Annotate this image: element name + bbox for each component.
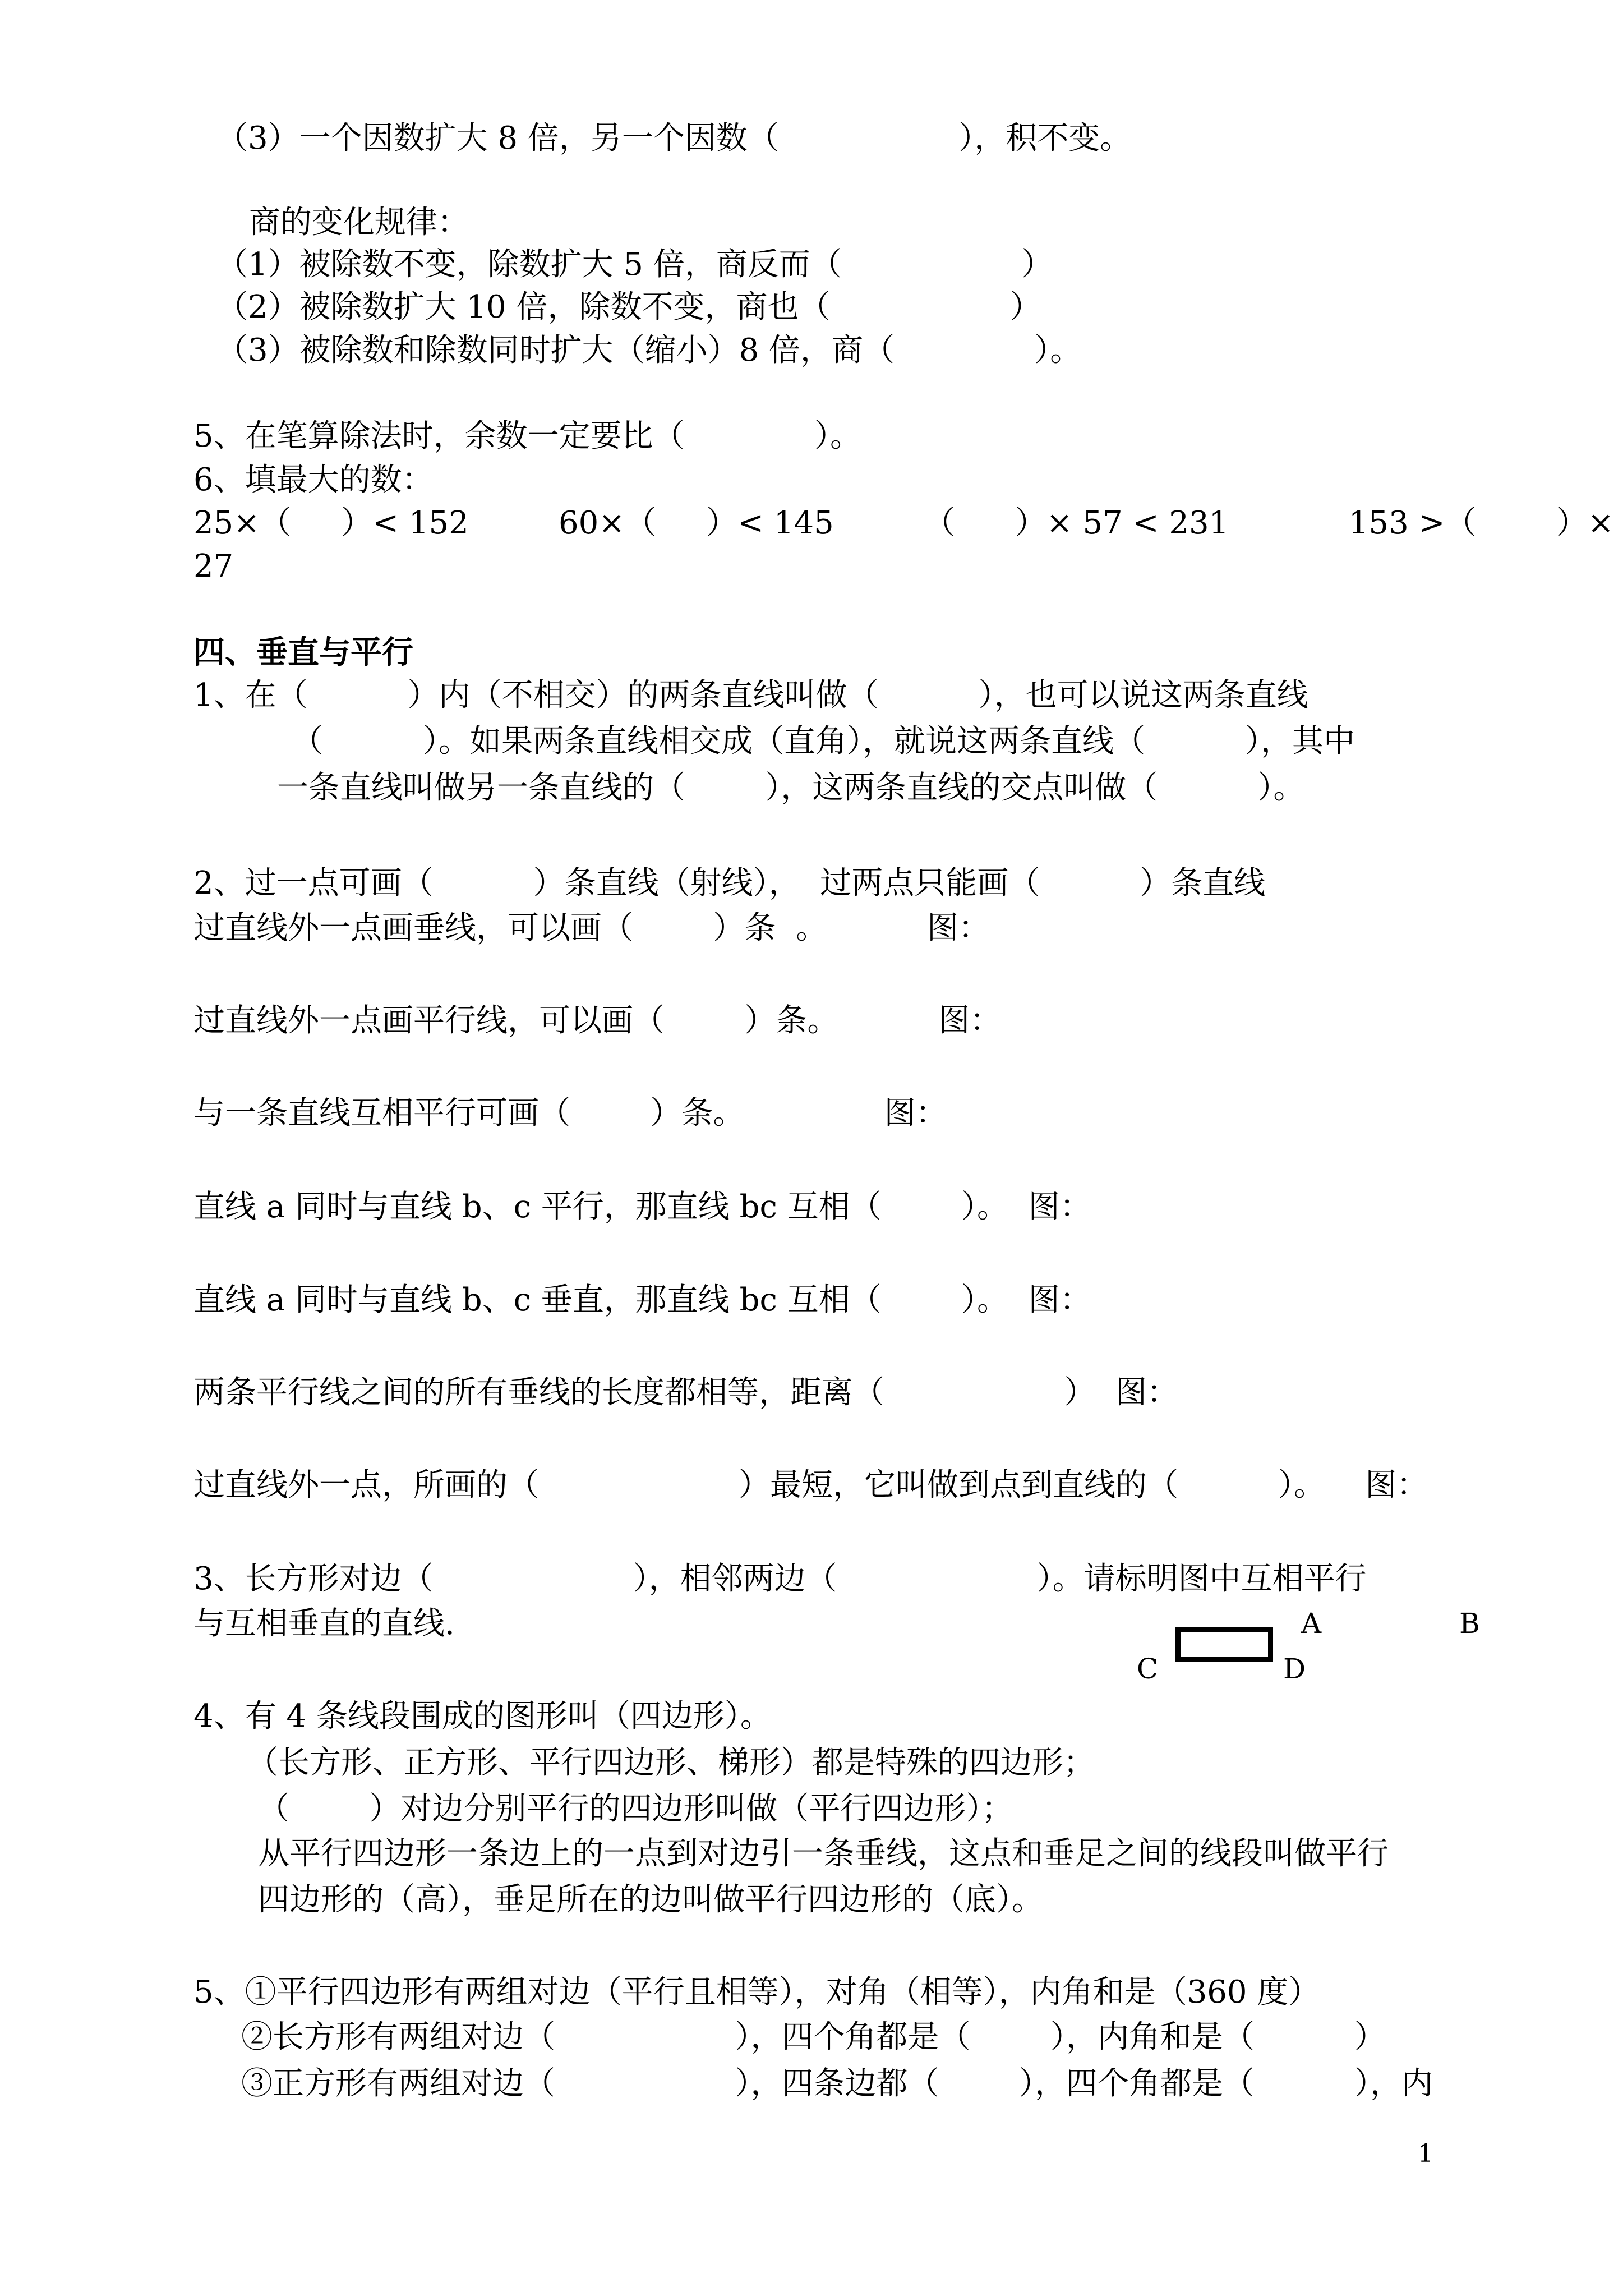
text-line: 过直线外一点画垂线，可以画（ ）条 。 图： [193,910,990,946]
text-line: 4、有 4 条线段围成的图形叫（四边形）。 [193,1698,772,1734]
text-line: （1）被除数不变，除数扩大 5 倍，商反而（ ） [216,246,1053,283]
text-line: ③正方形有两组对边（ ），四条边都（ ），四个角都是（ ），内 [241,2065,1433,2102]
text-line: 5、①平行四边形有两组对边（平行且相等），对角（相等），内角和是（360 度） [193,1974,1320,2010]
text-line: 25×（ ）< 152 60×（ ）< 145 （ ）× 57 < 231 153 >（ ）× [193,505,1614,541]
text-line: 27 [193,548,234,585]
text-line: （ ）对边分别平行的四边形叫做（平行四边形）； [258,1791,1013,1827]
section-heading: 四、垂直与平行 [193,634,413,671]
text-line: 过直线外一点画平行线，可以画（ ）条。 图： [193,1002,1002,1039]
text-line: 2、过一点可画（ ）条直线（射线）， 过两点只能画（ ）条直线 [193,865,1266,901]
page-number: 1 [1418,2139,1433,2168]
text-line: （2）被除数扩大 10 倍，除数不变，商也（ ） [216,289,1041,325]
text-line: 6、填最大的数： [193,462,434,498]
text-line: 3、长方形对边（ ），相邻两边（ ）。请标明图中互相平行 [193,1561,1367,1597]
text-line: ②长方形有两组对边（ ），四个角都是（ ），内角和是（ ） [241,2019,1386,2055]
text-line: 商的变化规律： [249,204,469,241]
text-line: 与互相垂直的直线. [193,1605,455,1642]
text-line: 直线 a 同时与直线 b、c 垂直，那直线 bc 互相（ ）。 图： [193,1282,1091,1318]
text-line: 两条平行线之间的所有垂线的长度都相等，距离（ ） 图： [193,1374,1179,1411]
text-line: 过直线外一点，所画的（ ）最短，它叫做到点到直线的（ ）。 图： [193,1467,1428,1503]
figure-label-d: D [1283,1653,1306,1685]
text-line: 5、在笔算除法时，余数一定要比（ ）。 [193,418,862,454]
figure-label-a: A [1301,1607,1322,1640]
text-line: （长方形、正方形、平行四边形、梯形）都是特殊的四边形； [247,1745,1095,1781]
text-line: 1、在（ ）内（不相交）的两条直线叫做（ ），也可以说这两条直线 [193,677,1308,714]
text-line: 四边形的（高），垂足所在的边叫做平行四边形的（底）。 [258,1881,1043,1918]
text-line: （ ）。如果两条直线相交成（直角），就说这两条直线（ ），其中 [292,723,1355,760]
rectangle-figure [1175,1627,1273,1662]
figure-label-b: B [1459,1607,1480,1640]
text-line: （3）被除数和除数同时扩大（缩小）8 倍，商（ ）。 [216,332,1082,369]
text-line: 直线 a 同时与直线 b、c 平行，那直线 bc 互相（ ）。 图： [193,1189,1091,1225]
figure-label-c: C [1137,1653,1159,1685]
text-line: 一条直线叫做另一条直线的（ ），这两条直线的交点叫做（ ）。 [277,770,1305,806]
text-line: 与一条直线互相平行可画（ ）条。 图： [193,1095,947,1131]
text-line: （3）一个因数扩大 8 倍，另一个因数（ ），积不变。 [216,120,1132,157]
text-line: 从平行四边形一条边上的一点到对边引一条垂线，这点和垂足之间的线段叫做平行 [258,1835,1389,1872]
